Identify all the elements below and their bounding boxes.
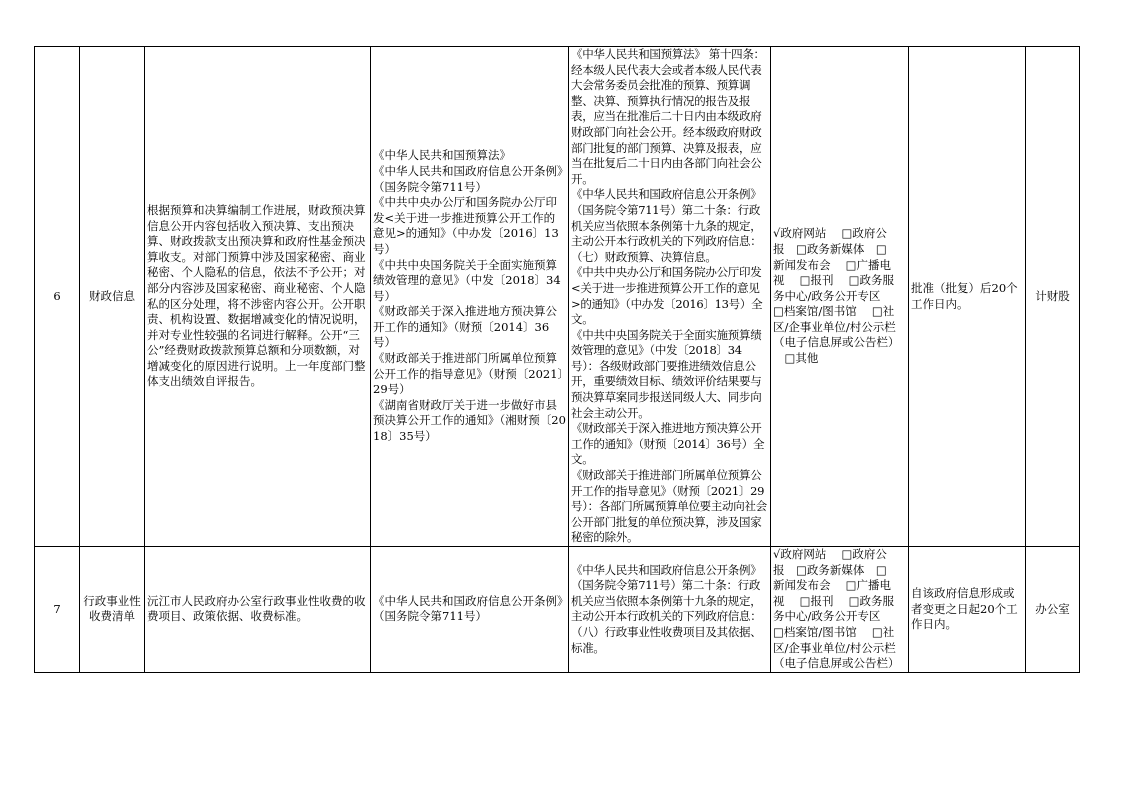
- responsible-dept: 计财股: [1026, 47, 1080, 547]
- channel-line: （电子信息屏或公告栏）: [773, 335, 900, 350]
- channel-line: 新闻发布会 □广播电: [773, 578, 892, 593]
- disclosure-time: 自该政府信息形成或者变更之日起20个工作日内。: [909, 547, 1026, 673]
- channel-line: 区/企事业单位/村公示栏: [773, 319, 896, 334]
- legal-basis-item: 《中华人民共和国预算法》: [373, 148, 511, 163]
- channel-line: □档案馆/图书馆 □社: [773, 304, 895, 319]
- law-provision: 《财政部关于推进部门所属单位预算公开工作的指导意见》（财预〔2021〕29号）：各部门所属预算单位要主动向社会公开部门批复的单位预决算，涉及国家秘密的除外。: [571, 468, 767, 545]
- legal-basis-item: 《中华人民共和国政府信息公开条例》（国务院令第711号）: [373, 163, 563, 194]
- channel-line: □档案馆/图书馆 □社: [773, 624, 895, 639]
- channel-line: 报 □政务新媒体 □: [773, 241, 887, 256]
- channel-line: √政府网站 □政府公: [773, 547, 887, 561]
- table-row: [35, 547, 1080, 673]
- law-provision: 《中华人民共和国政府信息公开条例》（国务院令第711号）第二十条：行政机关应当依照本条例第十九条的规定，主动公开本行政机关的下列政府信息：（八）行政事业性收费项目及其依据、标准。: [571, 562, 762, 655]
- channel-line: 新闻发布会 □广播电: [773, 257, 892, 272]
- legal-basis-item: 《财政部关于推进部门所属单位预算公开工作的指导意见》（财预〔2021〕29号）: [373, 351, 564, 397]
- row-number: 6: [35, 47, 80, 547]
- responsible-dept: 办公室: [1026, 547, 1080, 673]
- disclosure-table: [34, 46, 1080, 673]
- disclosure-time: 批准（批复）后20个工作日内。: [909, 47, 1026, 547]
- disclosure-content: 根据预算和决算编制工作进展，财政预决算信息公开内容包括收入预决算、支出预决算、财政拨款支出预决算和政府性基金预决算收支。对部门预算中涉及国家秘密、商业秘密、个人隐私的信息，依法不予公开；对部分内容涉及国家秘密、商业秘密、个人隐私的区分处理，将不涉密内容公开。公开职责、机构设置、数据增减变化的情况说明，并对专业性较强的名词进行解释。公开“三公”经费财政拨款预算总额和分项数额，对增减变化的原因进行说明。上一年度部门整体支出绩效自评报告。: [145, 47, 371, 547]
- item-name: 行政事业性收费清单: [80, 547, 145, 673]
- law-provision: 《中共中央办公厅和国务院办公厅印发<关于进一步推进预算公开工作的意见>的通知》（中办发〔2016〕13号）全文。: [571, 265, 763, 327]
- law-provisions: [569, 547, 771, 673]
- disclosure-content: 沅江市人民政府办公室行政事业性收费的收费项目、政策依据、收费标准。: [145, 547, 371, 673]
- channel-line: 区/企事业单位/村公示栏: [773, 640, 896, 655]
- channel-line: 务中心/政务公开专区: [773, 288, 881, 303]
- legal-basis-item: 《湖南省财政厅关于进一步做好市县预决算公开工作的通知》（湘财预〔2018〕35号）: [373, 397, 566, 444]
- channel-line: （电子信息屏或公告栏）: [773, 656, 900, 671]
- law-provision: 《中华人民共和国预算法》 第十四条：经本级人民代表大会或者本级人民代表大会常务委员会批准的预算、预算调整、决算、预算执行情况的报告及报表，应当在批准后二十日内由本级政府财政部门向社会公开。经本级政府财政部门批复的部门预算、决算及报表，应当在批复后二十日内由各部门向社会公开。: [571, 47, 765, 186]
- law-provision: 《财政部关于深入推进地方预决算公开工作的通知》（财预〔2014〕36号）全文。: [571, 421, 765, 467]
- legal-basis-item: 《中共中央办公厅和国务院办公厅印发<关于进一步推进预算公开工作的意见>的通知》（中办发〔2016〕13号）: [373, 195, 559, 256]
- channel-line: 视 □报刊 □政务服: [773, 273, 895, 288]
- law-provision: 《中共中央国务院关于全面实施预算绩效管理的意见》（中发〔2018〕34号）：各级财政部门要推进绩效信息公开，重要绩效目标、绩效评价结果要与预决算草案同步报送同级人大、同步向社会主动公开。: [571, 327, 762, 420]
- item-name: 财政信息: [80, 47, 145, 547]
- legal-basis-list: [371, 547, 569, 673]
- table-row: [35, 47, 1080, 547]
- disclosure-channels: [771, 547, 909, 673]
- legal-basis-list: [371, 47, 569, 547]
- disclosure-channels: [771, 47, 909, 547]
- law-provision: 《中华人民共和国政府信息公开条例》（国务院令第711号）第二十条：行政机关应当依照本条例第十九条的规定，主动公开本行政机关的下列政府信息：（七）财政预算、决算信息。: [571, 187, 762, 264]
- legal-basis-item: 《中华人民共和国政府信息公开条例》（国务院令第711号）: [373, 593, 563, 624]
- channel-line: 务中心/政务公开专区: [773, 609, 881, 624]
- row-number: 7: [35, 547, 80, 673]
- channel-line: √政府网站 □政府公: [773, 226, 887, 241]
- channel-line: 报 □政务新媒体 □: [773, 562, 887, 577]
- channel-line: 视 □报刊 □政务服: [773, 593, 895, 608]
- legal-basis-item: 《财政部关于深入推进地方预决算公开工作的通知》（财预〔2014〕36号）: [373, 304, 557, 350]
- channel-line: □其他: [773, 351, 819, 366]
- law-provisions: [569, 47, 771, 547]
- legal-basis-item: 《中共中央国务院关于全面实施预算绩效管理的意见》（中发〔2018〕34号）: [373, 257, 561, 303]
